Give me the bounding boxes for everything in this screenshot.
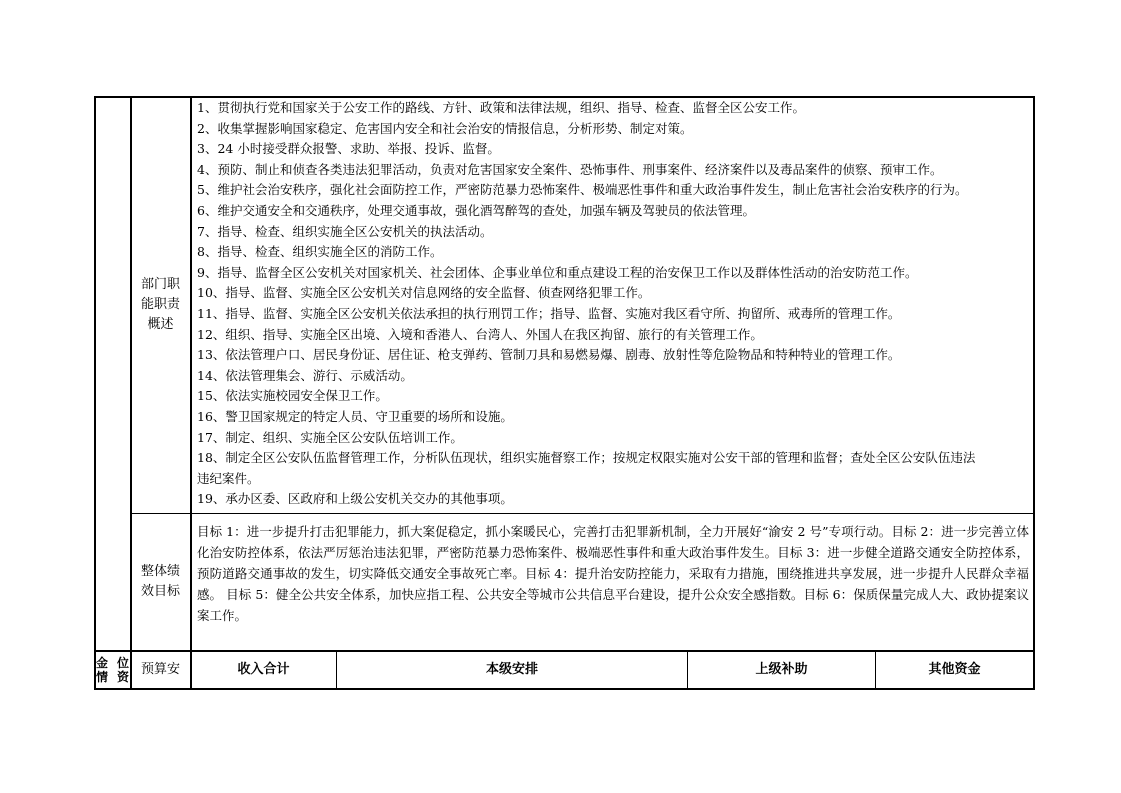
duty-item: 15、依法实施校园安全保卫工作。 — [197, 388, 388, 404]
duty-item: 3、24 小时接受群众报警、求助、举报、投诉、监督。 — [197, 141, 500, 157]
side-label-char4: 资 — [117, 670, 130, 684]
table-right-border — [1033, 96, 1035, 690]
side-label-char3: 情 — [96, 670, 109, 684]
header-superior-subsidy: 上级补助 — [755, 662, 808, 677]
duty-item: 16、警卫国家规定的特定人员、守卫重要的场所和设施。 — [197, 409, 513, 424]
duty-item: 1、贯彻执行党和国家关于公安工作的路线、方针、政策和法律法规，组织、指导、检查、监督全区公安工作。 — [197, 100, 805, 115]
goals-label-line2: 效目标 — [140, 584, 180, 599]
table-bottom-border — [94, 688, 1035, 690]
duty-item: 19、承办区委、区政府和上级公安机关交办的其他事项。 — [197, 491, 513, 507]
duty-item: 7、指导、检查、组织实施全区公安机关的执法活动。 — [197, 223, 493, 239]
duties-section-label — [131, 275, 190, 335]
row-divider-goals-budget — [94, 650, 1035, 652]
budget-arrangement-label: 预算安 — [140, 662, 180, 677]
duty-item: 10、指导、监督、实施全区公安机关对信息网络的安全监督、侦查网络犯罪工作。 — [197, 285, 651, 301]
duty-item: 5、维护社会治安秩序，强化社会面防控工作，严密防范暴力恐怖案件、极端恶性事件和重大政治事件发生，制止危害社会治安秩序的行为。 — [197, 182, 968, 198]
duty-item: 2、收集掌握影响国家稳定、危害国内安全和社会治安的情报信息，分析形势、制定对策。 — [197, 120, 693, 136]
duties-label-line2: 能职责 — [140, 297, 180, 312]
table-left-border — [94, 96, 96, 690]
duty-item: 17、制定、组织、实施全区公安队伍培训工作。 — [197, 429, 463, 445]
header-this-level: 本级安排 — [485, 662, 538, 677]
row-divider-duties-goals — [130, 513, 1034, 514]
goals-label-line1: 整体绩 — [140, 564, 180, 579]
duty-item: 8、指导、检查、组织实施全区的消防工作。 — [197, 244, 443, 260]
duty-item: 4、预防、制止和侦查各类违法犯罪活动，负责对危害国家安全案件、恐怖事件、刑事案件、经济案件以及毒品案件的侦察、预审工作。 — [197, 161, 943, 177]
goals-section-label — [131, 562, 190, 602]
duty-item: 6、维护交通安全和交通秩序，处理交通事故，强化酒驾醉驾的查处，加强车辆及驾驶员的依法管理。 — [197, 203, 755, 218]
side-label-char1: 金 — [96, 656, 109, 670]
duty-item: 14、依法管理集会、游行、示威活动。 — [197, 367, 413, 383]
duties-label-line1: 部门职 — [140, 277, 180, 292]
header-other-funds: 其他资金 — [928, 662, 981, 677]
duty-item: 13、依法管理户口、居民身份证、居住证、枪支弹药、管制刀具和易燃易爆、剧毒、放射性等危险物品和特种特业的管理工作。 — [197, 347, 901, 363]
column-divider-2 — [190, 96, 192, 690]
duties-label-line3: 概述 — [147, 317, 174, 332]
duty-item: 18、制定全区公安队伍监督管理工作，分析队伍现状，组织实施督察工作；按规定权限实施对公安干部的管理和监督；查处全区公安队伍违法 — [197, 450, 976, 466]
duty-item: 12、组织、指导、实施全区出境、入境和香港人、台湾人、外国人在我区拘留、旅行的有关管理工作。 — [197, 326, 763, 342]
duty-item: 11、指导、监督、实施全区公安机关依法承担的执行刑罚工作；指导、监督、实施对我区看守所、拘留所、戒毒所的管理工作。 — [197, 306, 901, 321]
side-label-char2: 位 — [117, 656, 130, 670]
header-total-income: 收入合计 — [237, 662, 290, 677]
performance-goals-text: 目标 1：进一步提升打击犯罪能力，抓大案促稳定，抓小案暖民心，完善打击犯罪新机制，全力开展好“渝安 2 号”专项行动。目标 2：进一步完善立体化治安防控体系，依法严厉惩治违法犯罪，严密防范暴力恐怖案件、极端恶性事件和重大政治事件发生。目标 3：进一步健全道路交通安全防控体系，预防道路交通事故的发生，切实降低交通安全事故死亡率。目标 4：提升治安防控能力，采取有力措施，围绕推进共享发展，进一步提升人民群众幸福感。 目标 5：健全公共安全体系，加快应指工程、公共安全等城市公共信息平台建设，提升公众安全感指数。目标 6：保质保量完成人大、政协提案议案工作。 — [197, 524, 1029, 623]
duty-item: 违纪案件。 — [197, 470, 260, 486]
duty-item: 9、指导、监督全区公安机关对国家机关、社会团体、企事业单位和重点建设工程的治安保卫工作以及群体性活动的治安防范工作。 — [197, 264, 918, 280]
